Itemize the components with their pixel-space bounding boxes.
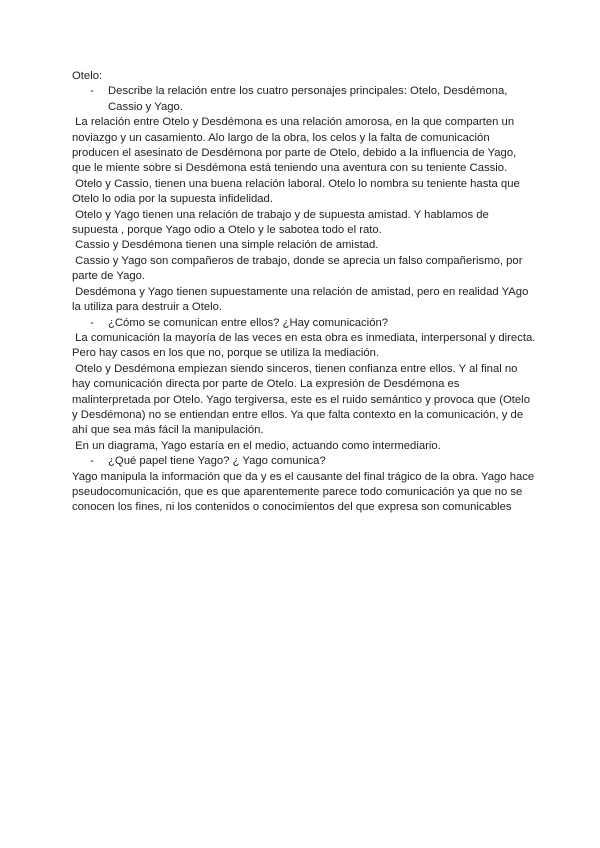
- line-text: malinterpretada por Otelo. Yago tergiversa, este es el ruido semántico y provoca que (Otelo: [72, 393, 530, 406]
- paragraph-line: [72, 131, 542, 146]
- paragraph-line: [72, 393, 542, 408]
- paragraph-line: [72, 500, 542, 515]
- line-text: Otelo y Desdémona empiezan siendo sinceros, tienen confianza entre ellos. Y al final no: [72, 362, 518, 375]
- bullet-dash: -: [90, 316, 94, 329]
- paragraph-line: [72, 115, 542, 130]
- document-body: [72, 84, 542, 515]
- document-heading: Otelo:: [72, 70, 103, 82]
- line-text: Yago manipula la información que da y es el causante del final trágico de la obra. Yago hace: [72, 470, 535, 483]
- paragraph-line: [72, 408, 542, 423]
- bullet-question-line: [72, 84, 542, 99]
- paragraph-line: [72, 470, 542, 485]
- paragraph-line: [72, 423, 542, 438]
- paragraph-line: [72, 238, 542, 253]
- line-text: Cassio y Desdémona tienen una simple relación de amistad.: [72, 239, 379, 252]
- paragraph-line: [72, 192, 542, 207]
- line-text: Cassio y Yago.: [108, 100, 183, 113]
- paragraph-line: [72, 439, 542, 454]
- line-text: noviazgo y un casamiento. Alo largo de la obra, los celos y la falta de comunicación: [72, 131, 490, 144]
- line-text: Desdémona y Yago tienen supuestamente una relación de amistad, pero en realidad YAgo: [72, 285, 529, 298]
- paragraph-line: [72, 208, 542, 223]
- line-text: pseudocomunicación, que es que aparentemente parece todo comunicación ya que no se: [72, 485, 523, 498]
- line-text: hay comunicación directa por parte de Otelo. La expresión de Desdémona es: [72, 378, 460, 391]
- line-text: que le miente sobre si Desdémona está teniendo una aventura con su teniente Cassio.: [72, 162, 508, 175]
- bullet-dash: -: [90, 455, 94, 468]
- paragraph-line: [72, 331, 542, 346]
- line-text: parte de Yago.: [72, 270, 146, 283]
- bullet-question-line: [72, 316, 542, 331]
- paragraph-line: [72, 269, 542, 284]
- paragraph-line: [72, 285, 542, 300]
- line-text: Cassio y Yago son compañeros de trabajo, donde se aprecia un falso compañerismo, por: [72, 254, 523, 267]
- paragraph-line: [72, 146, 542, 161]
- paragraph-line: [72, 223, 542, 238]
- line-text: producen el asesinato de Desdémona por parte de Otelo, debido a la influencia de Yago,: [72, 147, 517, 160]
- line-text: Otelo y Yago tienen una relación de trabajo y de supuesta amistad. Y hablamos de: [72, 208, 489, 221]
- paragraph-line: [72, 377, 542, 392]
- line-text: En un diagrama, Yago estaría en el medio, actuando como intermediario.: [72, 439, 441, 452]
- paragraph-line: [72, 161, 542, 176]
- line-text: ¿Qué papel tiene Yago? ¿ Yago comunica?: [108, 455, 326, 468]
- line-text: Pero hay casos en los que no, porque se utiliza la mediación.: [72, 347, 380, 360]
- paragraph-line: [72, 300, 542, 315]
- paragraph-line: [72, 362, 542, 377]
- paragraph-line: [72, 177, 542, 192]
- document-page: [72, 69, 542, 516]
- line-text: La comunicación la mayoría de las veces en esta obra es inmediata, interpersonal y directa.: [72, 331, 536, 344]
- line-text: ¿Cómo se comunican entre ellos? ¿Hay comunicación?: [108, 316, 389, 329]
- line-text: ahí que sea más fácil la manipulación.: [72, 424, 264, 437]
- line-text: Otelo y Cassio, tienen una buena relación laboral. Otelo lo nombra su teniente hasta que: [72, 177, 520, 190]
- bullet-question-line: [72, 454, 542, 469]
- line-text: supuesta , porque Yago odio a Otelo y le sabotea todo el rato.: [72, 224, 382, 237]
- paragraph-line: [72, 346, 542, 361]
- line-text: Describe la relación entre los cuatro personajes principales: Otelo, Desdémona,: [108, 85, 508, 98]
- line-text: conocen los fines, ni los contenidos o conocimientos del que expresa son comunicables: [72, 501, 512, 514]
- bullet-dash: -: [90, 85, 94, 98]
- line-text: Otelo lo odia por la supuesta infidelidad.: [72, 193, 273, 206]
- paragraph-line: [72, 485, 542, 500]
- line-text: y Desdémona) no se entiendan entre ellos. Ya que falta contexto en la comunicación, y de: [72, 408, 524, 421]
- paragraph-line: [72, 254, 542, 269]
- bullet-question-line: [72, 100, 542, 115]
- line-text: la utiliza para destruir a Otelo.: [72, 301, 223, 314]
- line-text: La relación entre Otelo y Desdémona es una relación amorosa, en la que comparten un: [72, 116, 515, 129]
